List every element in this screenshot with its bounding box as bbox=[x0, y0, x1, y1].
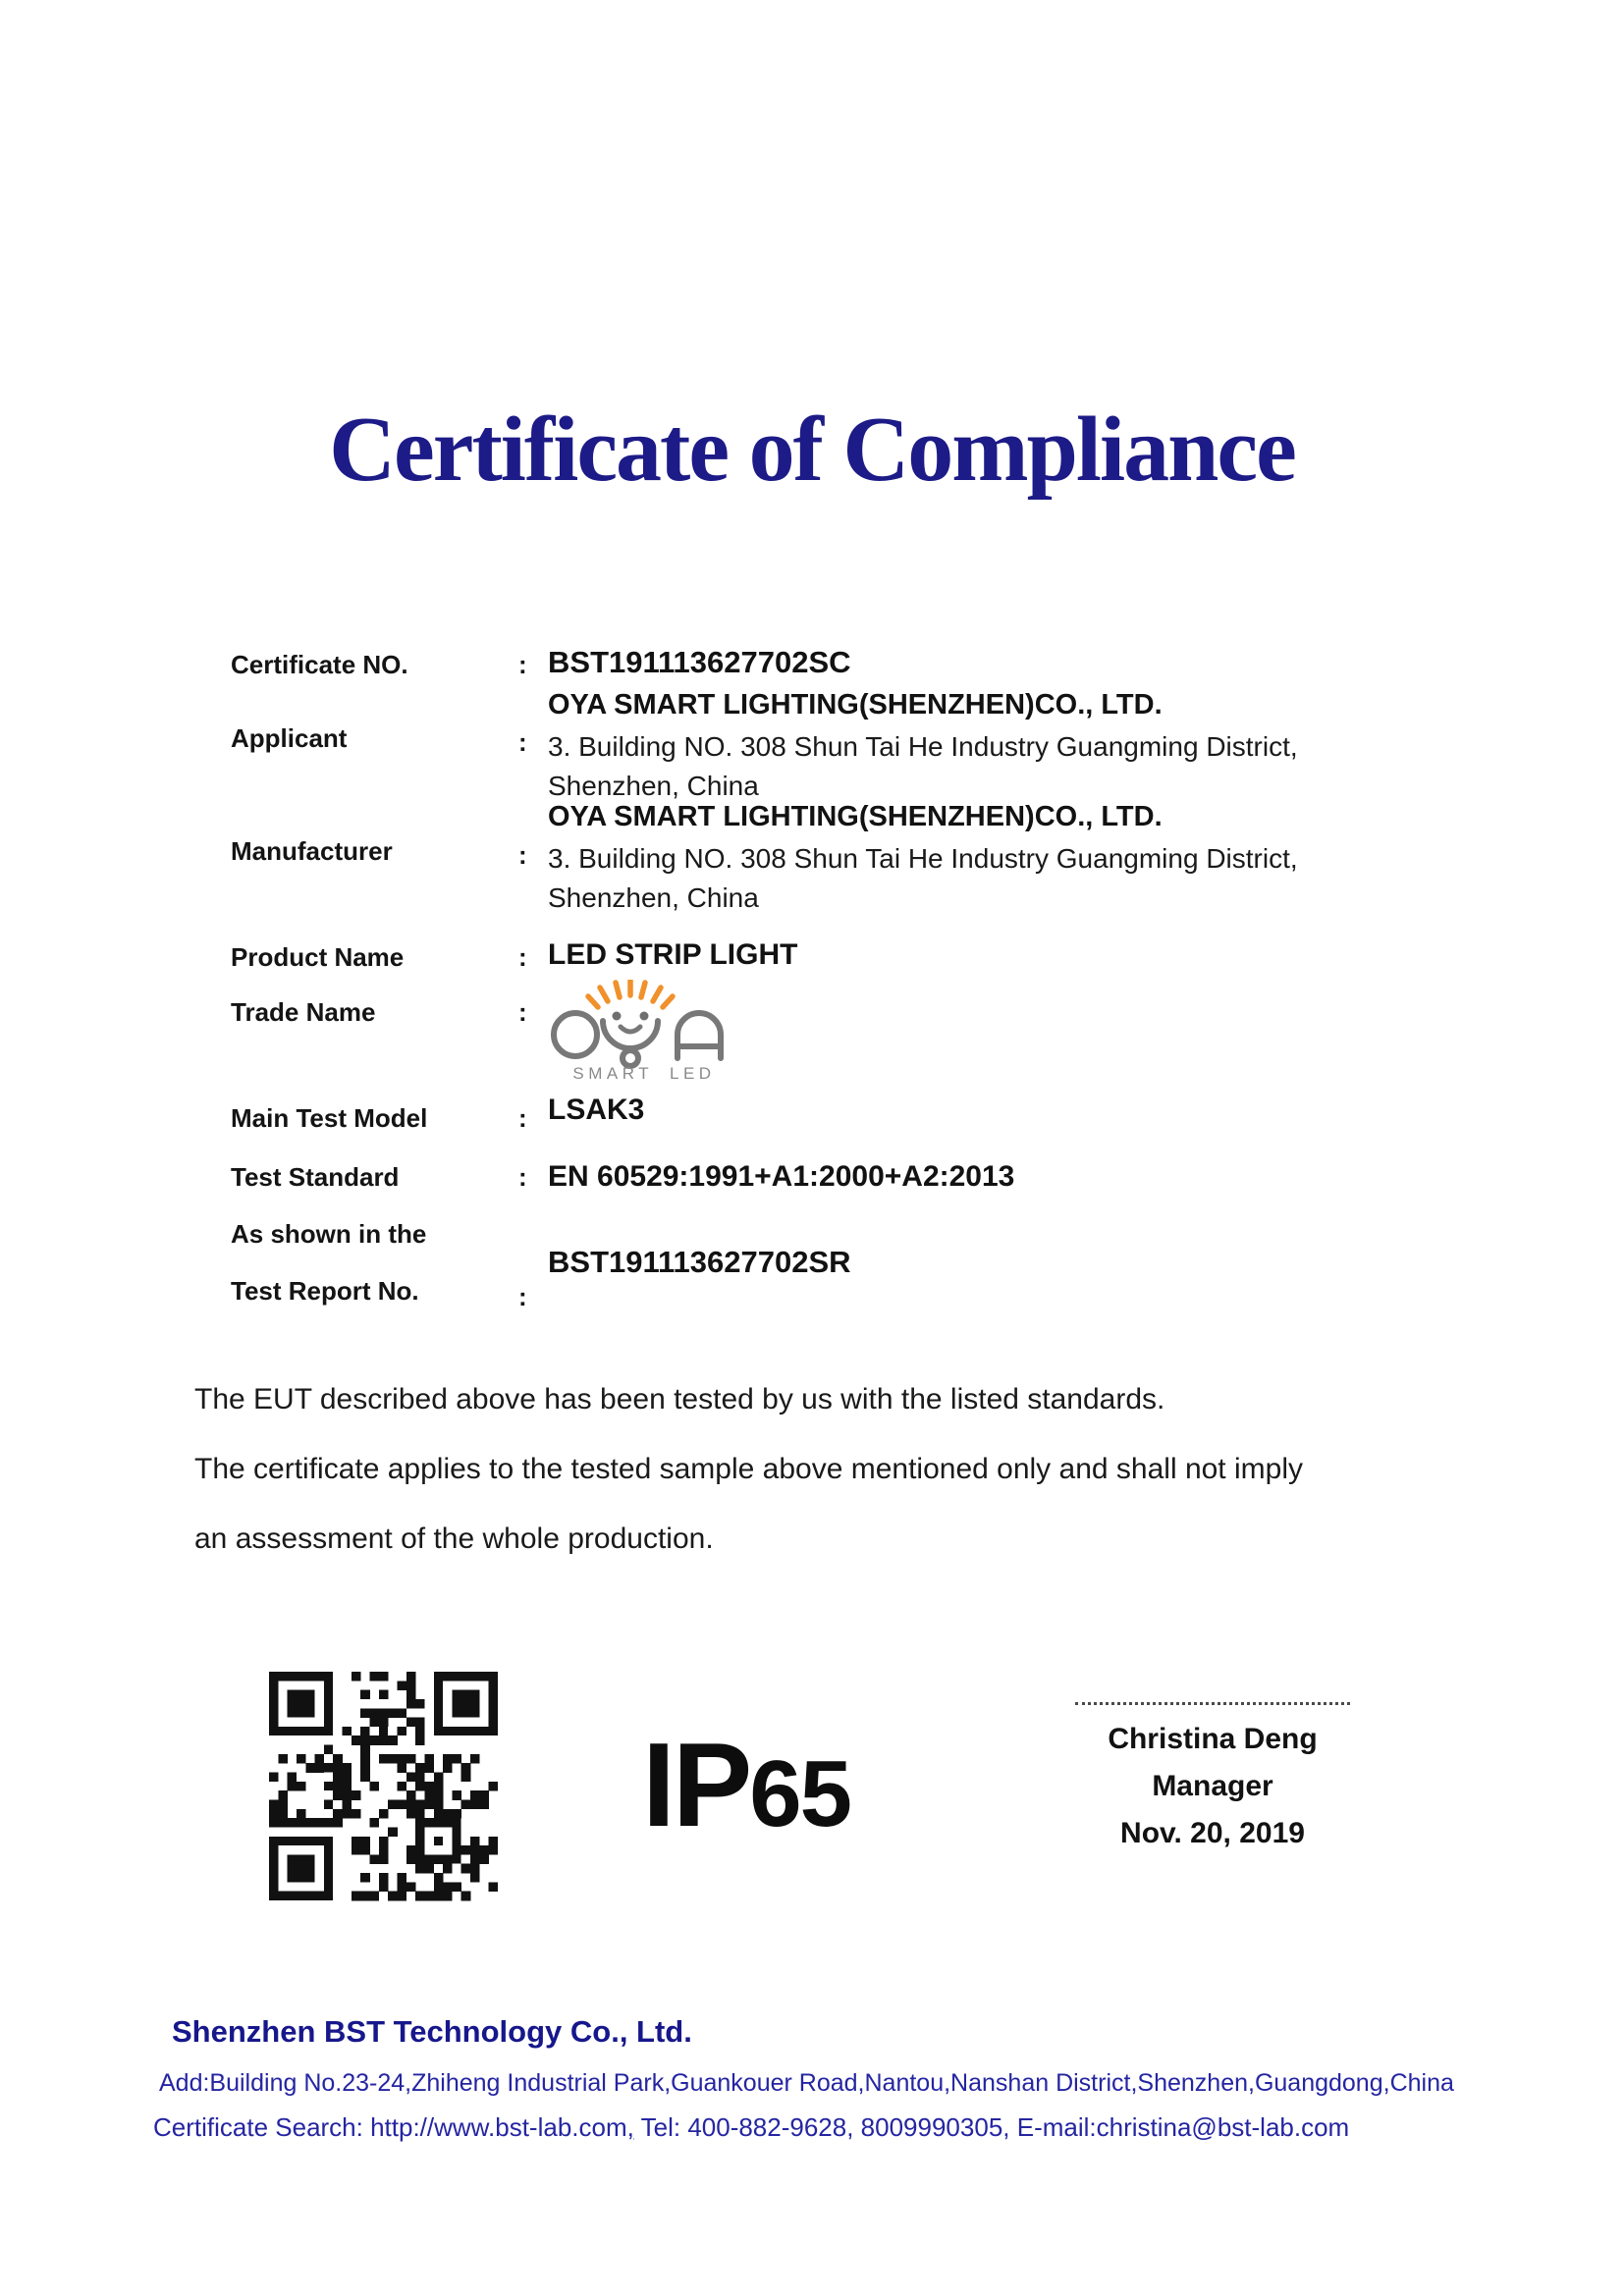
applicant-company: OYA SMART LIGHTING(SHENZHEN)CO., LTD. bbox=[548, 689, 1163, 721]
logo-mouth bbox=[621, 1027, 640, 1032]
test-standard-label: Test Standard bbox=[231, 1162, 400, 1192]
manufacturer-label: Manufacturer bbox=[231, 836, 393, 866]
main-test-model-value: LSAK3 bbox=[548, 1094, 645, 1126]
main-test-model-label: Main Test Model bbox=[231, 1103, 428, 1133]
test-report-label-line1: As shown in the bbox=[231, 1219, 427, 1249]
signature-dotted-line bbox=[1075, 1702, 1350, 1705]
applicant-address-2: Shenzhen, China bbox=[548, 771, 759, 801]
signature-date: Nov. 20, 2019 bbox=[1120, 1817, 1305, 1849]
footer-search-separator: , bbox=[626, 2112, 634, 2142]
statement-line-2: The certificate applies to the tested sample above mentioned only and shall not imply bbox=[194, 1453, 1303, 1485]
product-name-value: LED STRIP LIGHT bbox=[548, 938, 798, 971]
footer-company: Shenzhen BST Technology Co., Ltd. bbox=[172, 2014, 692, 2049]
logo-eyes bbox=[613, 1012, 649, 1021]
ip-rating bbox=[550, 1716, 943, 1853]
certificate-no-value: BST191113627702SC bbox=[548, 645, 851, 679]
logo-letter-a bbox=[677, 1013, 721, 1058]
qr-code-graphic bbox=[269, 1671, 498, 1901]
oya-smart-led-logo bbox=[550, 980, 738, 1082]
product-name-label: Product Name bbox=[231, 942, 405, 972]
test-standard-colon: : bbox=[518, 1162, 527, 1192]
footer-search-url[interactable]: http://www.bst-lab.com bbox=[370, 2112, 627, 2142]
certificate-no-colon: : bbox=[518, 650, 527, 679]
manufacturer-address-1: 3. Building NO. 308 Shun Tai He Industry Guangming District, bbox=[548, 843, 1298, 874]
trade-name-label: Trade Name bbox=[231, 997, 376, 1027]
test-standard-value: EN 60529:1991+A1:2000+A2:2013 bbox=[548, 1160, 1015, 1193]
certificate-title: Certificate of Compliance bbox=[329, 399, 1295, 501]
test-report-colon: : bbox=[518, 1282, 527, 1311]
applicant-label: Applicant bbox=[231, 723, 348, 753]
footer-address: Add:Building No.23-24,Zhiheng Industrial Park,Guankouer Road,Nantou,Nanshan District,Shenzhen,Guangdong,China bbox=[159, 2069, 1454, 2097]
logo-letter-o bbox=[554, 1013, 597, 1056]
oya-logo-graphic bbox=[550, 980, 738, 1082]
statement-line-3: an assessment of the whole production. bbox=[194, 1522, 714, 1555]
ip-rating-digits: 65 bbox=[749, 1741, 851, 1846]
manufacturer-address-2: Shenzhen, China bbox=[548, 882, 759, 913]
product-name-colon: : bbox=[518, 942, 527, 972]
applicant-colon: : bbox=[518, 727, 527, 757]
logo-letters bbox=[554, 1013, 721, 1066]
statement-line-1: The EUT described above has been tested by us with the listed standards. bbox=[194, 1383, 1165, 1415]
logo-tagline: SMART LED bbox=[572, 1064, 716, 1082]
trade-name-colon: : bbox=[518, 997, 527, 1027]
signature-block bbox=[1041, 1702, 1384, 1850]
logo-rays-icon bbox=[588, 981, 673, 1007]
signature-name: Christina Deng bbox=[1108, 1723, 1318, 1755]
ip-rating-prefix: IP bbox=[641, 1718, 750, 1851]
footer-search-line bbox=[153, 2112, 1349, 2143]
main-test-model-colon: : bbox=[518, 1103, 527, 1133]
logo-smile-bowl bbox=[603, 1021, 658, 1048]
statement-paragraph bbox=[194, 1364, 1569, 1574]
manufacturer-company: OYA SMART LIGHTING(SHENZHEN)CO., LTD. bbox=[548, 801, 1163, 832]
certificate-no-label: Certificate NO. bbox=[231, 650, 408, 679]
signature-title: Manager bbox=[1152, 1770, 1273, 1802]
manufacturer-colon: : bbox=[518, 840, 527, 870]
applicant-address-1: 3. Building NO. 308 Shun Tai He Industry Guangming District, bbox=[548, 731, 1298, 762]
test-report-value: BST191113627702SR bbox=[548, 1245, 851, 1279]
footer-search-contact: Tel: 400-882-9628, 8009990305, E-mail:christina@bst-lab.com bbox=[633, 2112, 1350, 2142]
qr-code-icon bbox=[269, 1671, 498, 1901]
footer-search-label: Certificate Search: bbox=[153, 2112, 371, 2142]
test-report-label-line2: Test Report No. bbox=[231, 1276, 419, 1306]
